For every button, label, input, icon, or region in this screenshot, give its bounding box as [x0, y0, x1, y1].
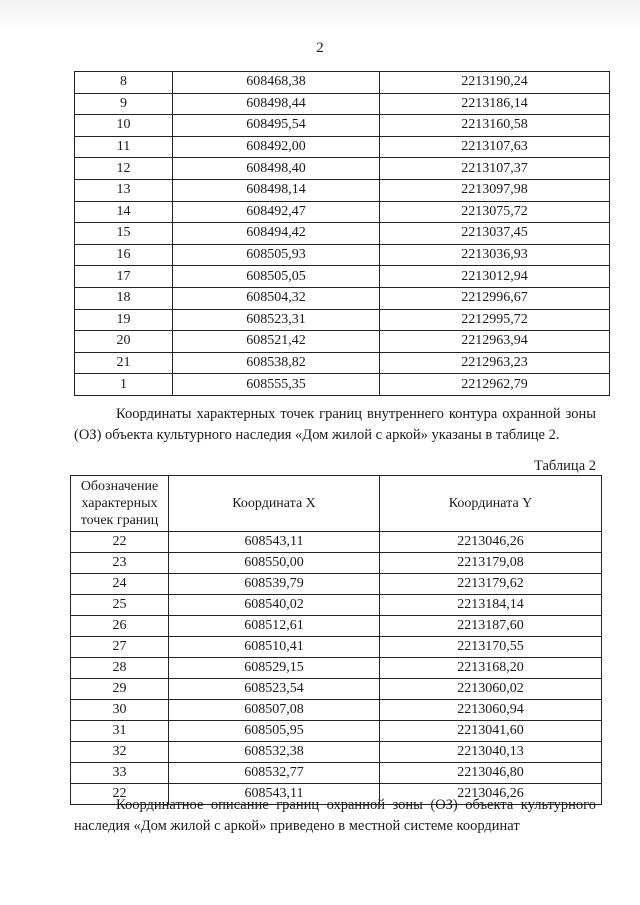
point-number-cell: 21 [75, 352, 173, 374]
table-row [71, 721, 602, 742]
coordinate-y-cell: 2213107,37 [380, 158, 610, 180]
point-number-cell: 15 [75, 223, 173, 245]
point-number-cell: 11 [75, 136, 173, 158]
table-row [71, 700, 602, 721]
coordinate-y-cell: 2213107,63 [380, 136, 610, 158]
table2-body [71, 532, 602, 805]
coordinate-y-cell: 2212963,94 [380, 331, 610, 353]
table-row [75, 244, 610, 266]
table-row [71, 595, 602, 616]
intro-paragraph-text: Координаты характерных точек границ внутреннего контура охранной зоны (ОЗ) объекта культурного наследия «Дом жилой с аркой» указаны в таблице 2. [74, 406, 596, 443]
coordinate-y-cell: 2213075,72 [380, 201, 610, 223]
coordinate-x-cell: 608540,02 [169, 595, 380, 616]
table-row [75, 93, 610, 115]
table-row [71, 679, 602, 700]
coordinate-y-cell: 2213190,24 [380, 72, 610, 94]
point-number-cell: 8 [75, 72, 173, 94]
coordinate-x-cell: 608504,32 [173, 287, 380, 309]
coordinate-y-cell: 2213060,02 [380, 679, 602, 700]
coordinate-x-cell: 608498,14 [173, 179, 380, 201]
table-row [71, 637, 602, 658]
header-point-designation: Обозначение характерных точек границ [71, 476, 169, 532]
point-number-cell: 32 [71, 742, 169, 763]
coordinate-y-cell: 2213037,45 [380, 223, 610, 245]
coordinate-y-cell: 2213186,14 [380, 93, 610, 115]
point-number-cell: 24 [71, 574, 169, 595]
point-number-cell: 28 [71, 658, 169, 679]
table-row [75, 158, 610, 180]
coordinate-x-cell: 608532,38 [169, 742, 380, 763]
page-number: 2 [316, 40, 324, 56]
scan-edge-shadow [0, 0, 640, 30]
closing-paragraph [74, 795, 596, 837]
table-row [71, 532, 602, 553]
point-number-cell: 27 [71, 637, 169, 658]
point-number-cell: 30 [71, 700, 169, 721]
table-row [75, 331, 610, 353]
coordinate-y-cell: 2213168,20 [380, 658, 602, 679]
coordinate-y-cell: 2213036,93 [380, 244, 610, 266]
table-row [75, 287, 610, 309]
coordinate-y-cell: 2213041,60 [380, 721, 602, 742]
point-number-cell: 20 [75, 331, 173, 353]
point-number-cell: 18 [75, 287, 173, 309]
coordinate-x-cell: 608529,15 [169, 658, 380, 679]
table-row [71, 742, 602, 763]
point-number-cell: 33 [71, 763, 169, 784]
table2-caption: Таблица 2 [533, 458, 596, 474]
coordinate-x-cell: 608555,35 [173, 374, 380, 396]
point-number-cell: 23 [71, 553, 169, 574]
table-row [75, 266, 610, 288]
point-number-cell: 29 [71, 679, 169, 700]
coordinate-x-cell: 608543,11 [169, 784, 380, 805]
coordinate-y-cell: 2213184,14 [380, 595, 602, 616]
point-number-cell: 10 [75, 115, 173, 137]
point-number-cell: 26 [71, 616, 169, 637]
coordinate-x-cell: 608494,42 [173, 223, 380, 245]
point-number-cell: 14 [75, 201, 173, 223]
coordinate-x-cell: 608523,31 [173, 309, 380, 331]
table-row [75, 179, 610, 201]
coordinate-y-cell: 2213170,55 [380, 637, 602, 658]
header-coordinate-y: Координата Y [380, 476, 602, 532]
table-row [75, 136, 610, 158]
table-row [71, 574, 602, 595]
header-coordinate-x: Координата X [169, 476, 380, 532]
table-row [75, 72, 610, 94]
coordinate-x-cell: 608492,47 [173, 201, 380, 223]
table-row [71, 616, 602, 637]
point-number-cell: 1 [75, 374, 173, 396]
coordinate-x-cell: 608539,79 [169, 574, 380, 595]
coordinate-x-cell: 608468,38 [173, 72, 380, 94]
coordinate-y-cell: 2213097,98 [380, 179, 610, 201]
coordinate-x-cell: 608505,93 [173, 244, 380, 266]
table-row [75, 374, 610, 396]
table-row [75, 352, 610, 374]
point-number-cell: 17 [75, 266, 173, 288]
coordinate-y-cell: 2213187,60 [380, 616, 602, 637]
coordinate-y-cell: 2212963,23 [380, 352, 610, 374]
coordinate-y-cell: 2213060,94 [380, 700, 602, 721]
table-row [75, 115, 610, 137]
coordinate-x-cell: 608512,61 [169, 616, 380, 637]
point-number-cell: 22 [71, 532, 169, 553]
coordinates-table-continued [74, 71, 610, 396]
point-number-cell: 13 [75, 179, 173, 201]
coordinate-x-cell: 608510,41 [169, 637, 380, 658]
coordinate-x-cell: 608498,44 [173, 93, 380, 115]
point-number-cell: 25 [71, 595, 169, 616]
coordinate-x-cell: 608507,08 [169, 700, 380, 721]
coordinate-x-cell: 608550,00 [169, 553, 380, 574]
table2-header-row [71, 476, 602, 532]
coordinate-x-cell: 608532,77 [169, 763, 380, 784]
coordinate-x-cell: 608495,54 [173, 115, 380, 137]
coordinate-x-cell: 608543,11 [169, 532, 380, 553]
coordinate-y-cell: 2213160,58 [380, 115, 610, 137]
point-number-cell: 16 [75, 244, 173, 266]
closing-paragraph-text: Координатное описание границ охранной зоны (ОЗ) объекта культурного наследия «Дом жилой с аркой» приведено в местной системе координат [74, 797, 596, 834]
table-row [71, 658, 602, 679]
table-row [71, 553, 602, 574]
inner-contour-coordinates-table [70, 475, 602, 805]
table1-body [75, 72, 610, 396]
table-row [75, 223, 610, 245]
coordinate-y-cell: 2213179,08 [380, 553, 602, 574]
coordinate-y-cell: 2212962,79 [380, 374, 610, 396]
coordinate-y-cell: 2212995,72 [380, 309, 610, 331]
coordinate-y-cell: 2213040,13 [380, 742, 602, 763]
coordinate-x-cell: 608523,54 [169, 679, 380, 700]
point-number-cell: 19 [75, 309, 173, 331]
coordinate-y-cell: 2213046,26 [380, 784, 602, 805]
coordinate-x-cell: 608505,05 [173, 266, 380, 288]
intro-paragraph [74, 404, 596, 446]
point-number-cell: 31 [71, 721, 169, 742]
coordinate-y-cell: 2213046,26 [380, 532, 602, 553]
table-row [71, 763, 602, 784]
coordinate-y-cell: 2212996,67 [380, 287, 610, 309]
point-number-cell: 22 [71, 784, 169, 805]
point-number-cell: 9 [75, 93, 173, 115]
coordinate-y-cell: 2213179,62 [380, 574, 602, 595]
coordinate-x-cell: 608538,82 [173, 352, 380, 374]
table-row [75, 309, 610, 331]
coordinate-x-cell: 608498,40 [173, 158, 380, 180]
point-number-cell: 12 [75, 158, 173, 180]
coordinate-x-cell: 608505,95 [169, 721, 380, 742]
table-row [75, 201, 610, 223]
coordinate-x-cell: 608521,42 [173, 331, 380, 353]
coordinate-y-cell: 2213046,80 [380, 763, 602, 784]
coordinate-y-cell: 2213012,94 [380, 266, 610, 288]
coordinate-x-cell: 608492,00 [173, 136, 380, 158]
